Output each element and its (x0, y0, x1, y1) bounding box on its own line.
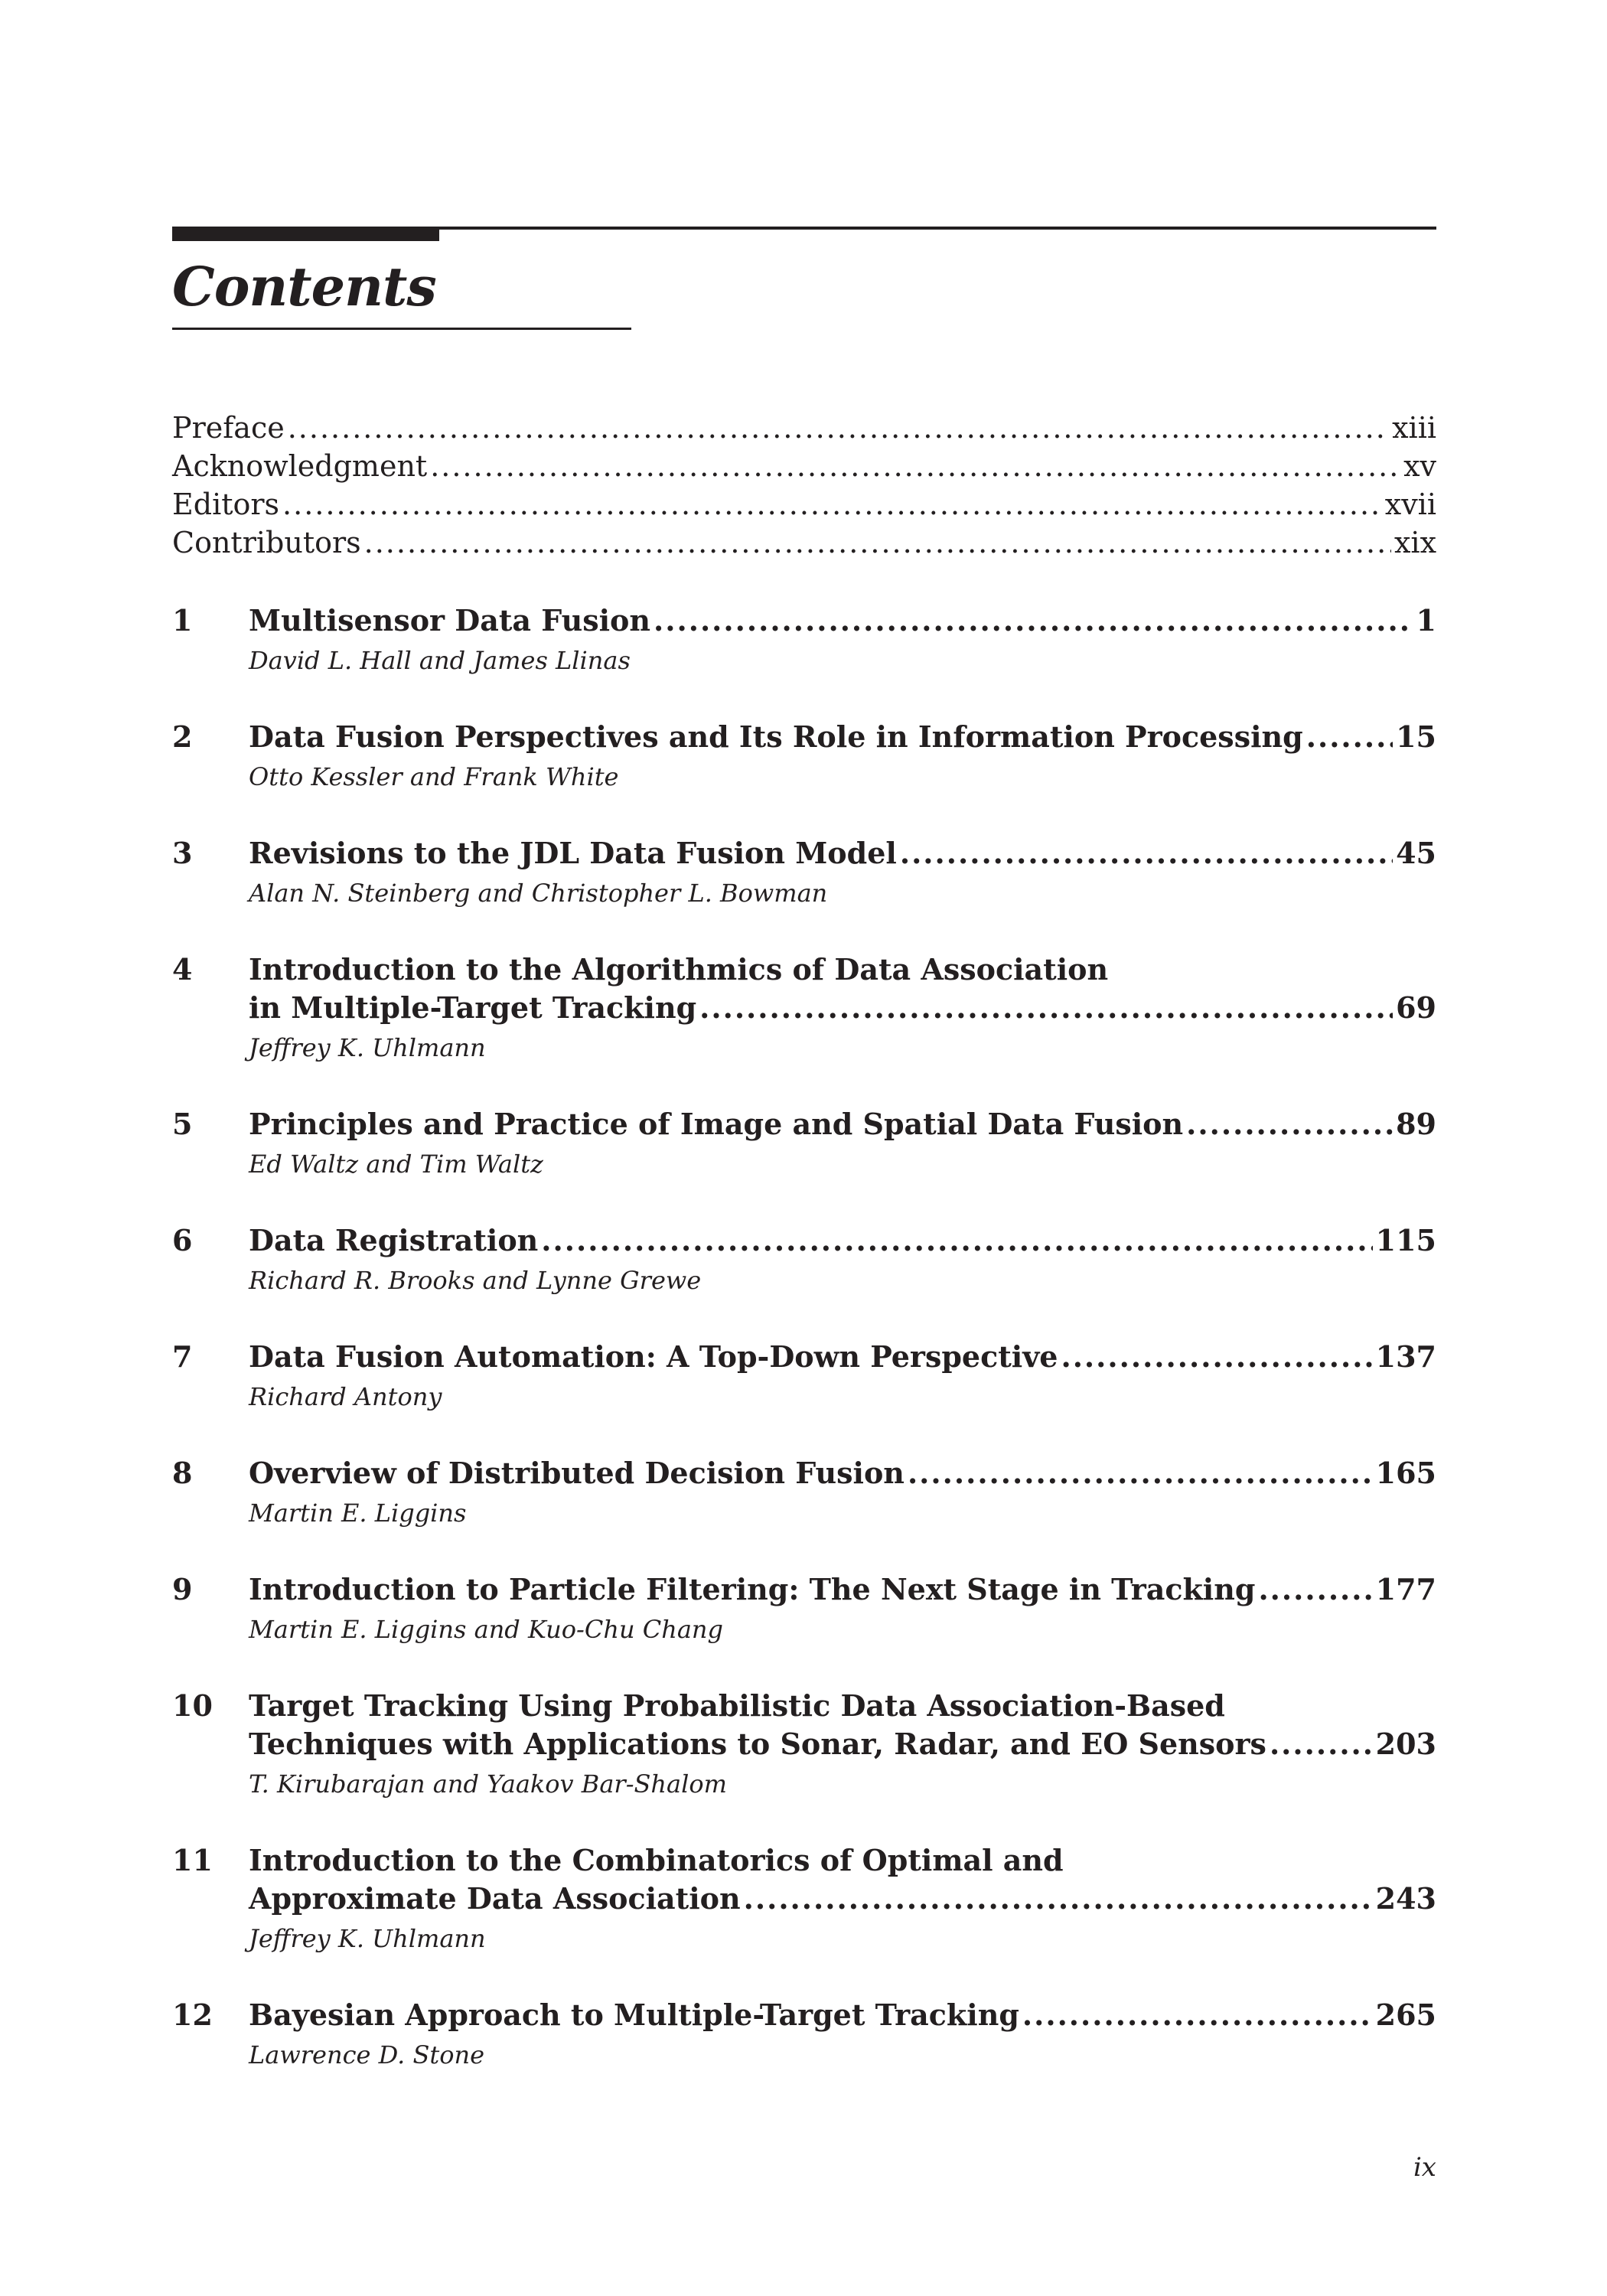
toc-entry-page: xv (1403, 449, 1436, 483)
toc-entry-editors[interactable] (172, 485, 1436, 523)
toc-entry-label: Editors (172, 488, 280, 521)
dot-leader (1270, 1725, 1373, 1763)
chapter-page: 15 (1396, 719, 1436, 754)
chapter-page: 203 (1375, 1727, 1436, 1761)
chapter-page: 243 (1375, 1881, 1436, 1916)
chapter-title-line (249, 1105, 1436, 1143)
toc-entry-page: xvii (1384, 488, 1436, 521)
toc-entry-contributors[interactable] (172, 523, 1436, 562)
chapter-title-continued: Approximate Data Association (249, 1881, 741, 1916)
chapter-title: Multisensor Data Fusion (249, 603, 651, 638)
toc-entry-page: xix (1393, 526, 1436, 559)
dot-leader (1258, 1570, 1372, 1609)
chapter-title-line (249, 1221, 1436, 1260)
chapter-entry-5[interactable] (172, 1105, 1436, 1185)
chapter-number: 11 (172, 1843, 213, 1877)
chapter-page: 69 (1396, 990, 1436, 1025)
chapter-title: Target Tracking Using Probabilistic Data Association-Based (249, 1688, 1225, 1723)
chapter-title-line (249, 1338, 1436, 1376)
chapter-title-line (249, 1454, 1436, 1492)
table-of-contents (172, 409, 1436, 2112)
chapter-title: Data Registration (249, 1223, 539, 1257)
chapter-page: 1 (1416, 603, 1436, 638)
chapter-title: Introduction to the Combinatorics of Optimal and (249, 1843, 1064, 1877)
chapter-number: 6 (172, 1223, 193, 1257)
chapter-entry-10[interactable] (172, 1687, 1436, 1805)
dot-leader (282, 485, 1382, 523)
toc-entry-page: xiii (1392, 411, 1436, 445)
toc-entry-label: Acknowledgment (172, 449, 428, 483)
chapter-title-line (249, 718, 1436, 756)
chapter-authors: Richard R. Brooks and Lynne Grewe (249, 1266, 702, 1295)
chapter-number: 1 (172, 603, 193, 638)
chapter-number: 4 (172, 952, 193, 987)
page-number: ix (1413, 2152, 1436, 2183)
chapter-authors: Jeffrey K. Uhlmann (249, 1924, 486, 1953)
chapter-number: 12 (172, 1998, 213, 2032)
chapter-title: Overview of Distributed Decision Fusion (249, 1456, 905, 1490)
chapter-authors: Richard Antony (249, 1382, 442, 1411)
dot-leader (541, 1221, 1372, 1260)
toc-entry-label: Preface (172, 411, 285, 445)
chapter-authors: David L. Hall and James Llinas (249, 646, 631, 675)
dot-leader (1186, 1105, 1393, 1143)
chapter-entry-4[interactable] (172, 951, 1436, 1068)
chapter-number: 5 (172, 1107, 193, 1141)
toc-entry-preface[interactable] (172, 409, 1436, 447)
dot-leader (699, 989, 1393, 1027)
chapter-number: 8 (172, 1456, 193, 1490)
chapter-title-line (249, 1725, 1436, 1763)
chapter-entry-3[interactable] (172, 834, 1436, 914)
chapter-page: 89 (1396, 1107, 1436, 1141)
chapter-number: 3 (172, 836, 193, 870)
chapter-number: 2 (172, 719, 193, 754)
dot-leader (1061, 1338, 1372, 1376)
dot-leader (288, 409, 1389, 447)
chapter-entry-12[interactable] (172, 1996, 1436, 2076)
title-underline (172, 328, 631, 330)
chapter-authors: Martin E. Liggins (249, 1499, 467, 1528)
page-title: Contents (172, 255, 436, 318)
chapter-entry-8[interactable] (172, 1454, 1436, 1534)
top-rule-tab (172, 227, 439, 241)
chapter-page: 265 (1375, 1998, 1436, 2032)
chapter-page: 137 (1375, 1339, 1436, 1374)
toc-entry-acknowledgment[interactable] (172, 447, 1436, 485)
chapter-number: 7 (172, 1339, 193, 1374)
chapter-authors: Ed Waltz and Tim Waltz (249, 1150, 543, 1179)
chapter-entry-2[interactable] (172, 718, 1436, 797)
chapter-title-line (249, 1570, 1436, 1609)
chapter-title-line (249, 951, 1436, 989)
chapter-title: Bayesian Approach to Multiple-Target Tracking (249, 1998, 1019, 2032)
chapter-number: 9 (172, 1572, 193, 1606)
dot-leader (744, 1880, 1373, 1918)
chapter-entry-1[interactable] (172, 602, 1436, 681)
chapter-page: 115 (1375, 1223, 1436, 1257)
chapter-authors: Martin E. Liggins and Kuo-Chu Chang (249, 1615, 723, 1644)
dot-leader (908, 1454, 1373, 1492)
chapter-authors: Alan N. Steinberg and Christopher L. Bowman (249, 879, 828, 908)
chapter-entry-11[interactable] (172, 1841, 1436, 1959)
chapter-title: Introduction to Particle Filtering: The Next Stage in Tracking (249, 1572, 1256, 1606)
dot-leader (654, 602, 1413, 640)
chapter-title-line (249, 834, 1436, 872)
chapter-title-line (249, 1841, 1436, 1880)
chapter-authors: Jeffrey K. Uhlmann (249, 1033, 486, 1062)
chapter-title-continued: Techniques with Applications to Sonar, Radar, and EO Sensors (249, 1727, 1266, 1761)
chapter-page: 177 (1375, 1572, 1436, 1606)
dot-leader (430, 447, 1400, 485)
chapter-authors: T. Kirubarajan and Yaakov Bar-Shalom (249, 1769, 727, 1799)
chapter-title-continued: in Multiple-Target Tracking (249, 990, 697, 1025)
chapter-authors: Otto Kessler and Frank White (249, 762, 619, 791)
chapter-entry-6[interactable] (172, 1221, 1436, 1301)
chapter-title: Principles and Practice of Image and Spatial Data Fusion (249, 1107, 1184, 1141)
chapter-title-line (249, 1687, 1436, 1725)
chapter-title-line (249, 602, 1436, 640)
chapter-authors: Lawrence D. Stone (249, 2040, 485, 2069)
chapter-title: Data Fusion Automation: A Top-Down Perspective (249, 1339, 1058, 1374)
chapter-list (172, 602, 1436, 2076)
chapter-title: Revisions to the JDL Data Fusion Model (249, 836, 897, 870)
chapter-entry-9[interactable] (172, 1570, 1436, 1650)
chapter-page: 165 (1375, 1456, 1436, 1490)
dot-leader (1022, 1996, 1373, 2034)
chapter-title-line (249, 989, 1436, 1027)
dot-leader (364, 523, 1391, 562)
chapter-entry-7[interactable] (172, 1338, 1436, 1417)
toc-entry-label: Contributors (172, 526, 361, 559)
dot-leader (900, 834, 1393, 872)
chapter-title: Introduction to the Algorithmics of Data Association (249, 952, 1109, 987)
chapter-number: 10 (172, 1688, 213, 1723)
dot-leader (1306, 718, 1393, 756)
chapter-title-line (249, 1996, 1436, 2034)
chapter-title-line (249, 1880, 1436, 1918)
chapter-title: Data Fusion Perspectives and Its Role in Information Processing (249, 719, 1303, 754)
chapter-page: 45 (1396, 836, 1436, 870)
